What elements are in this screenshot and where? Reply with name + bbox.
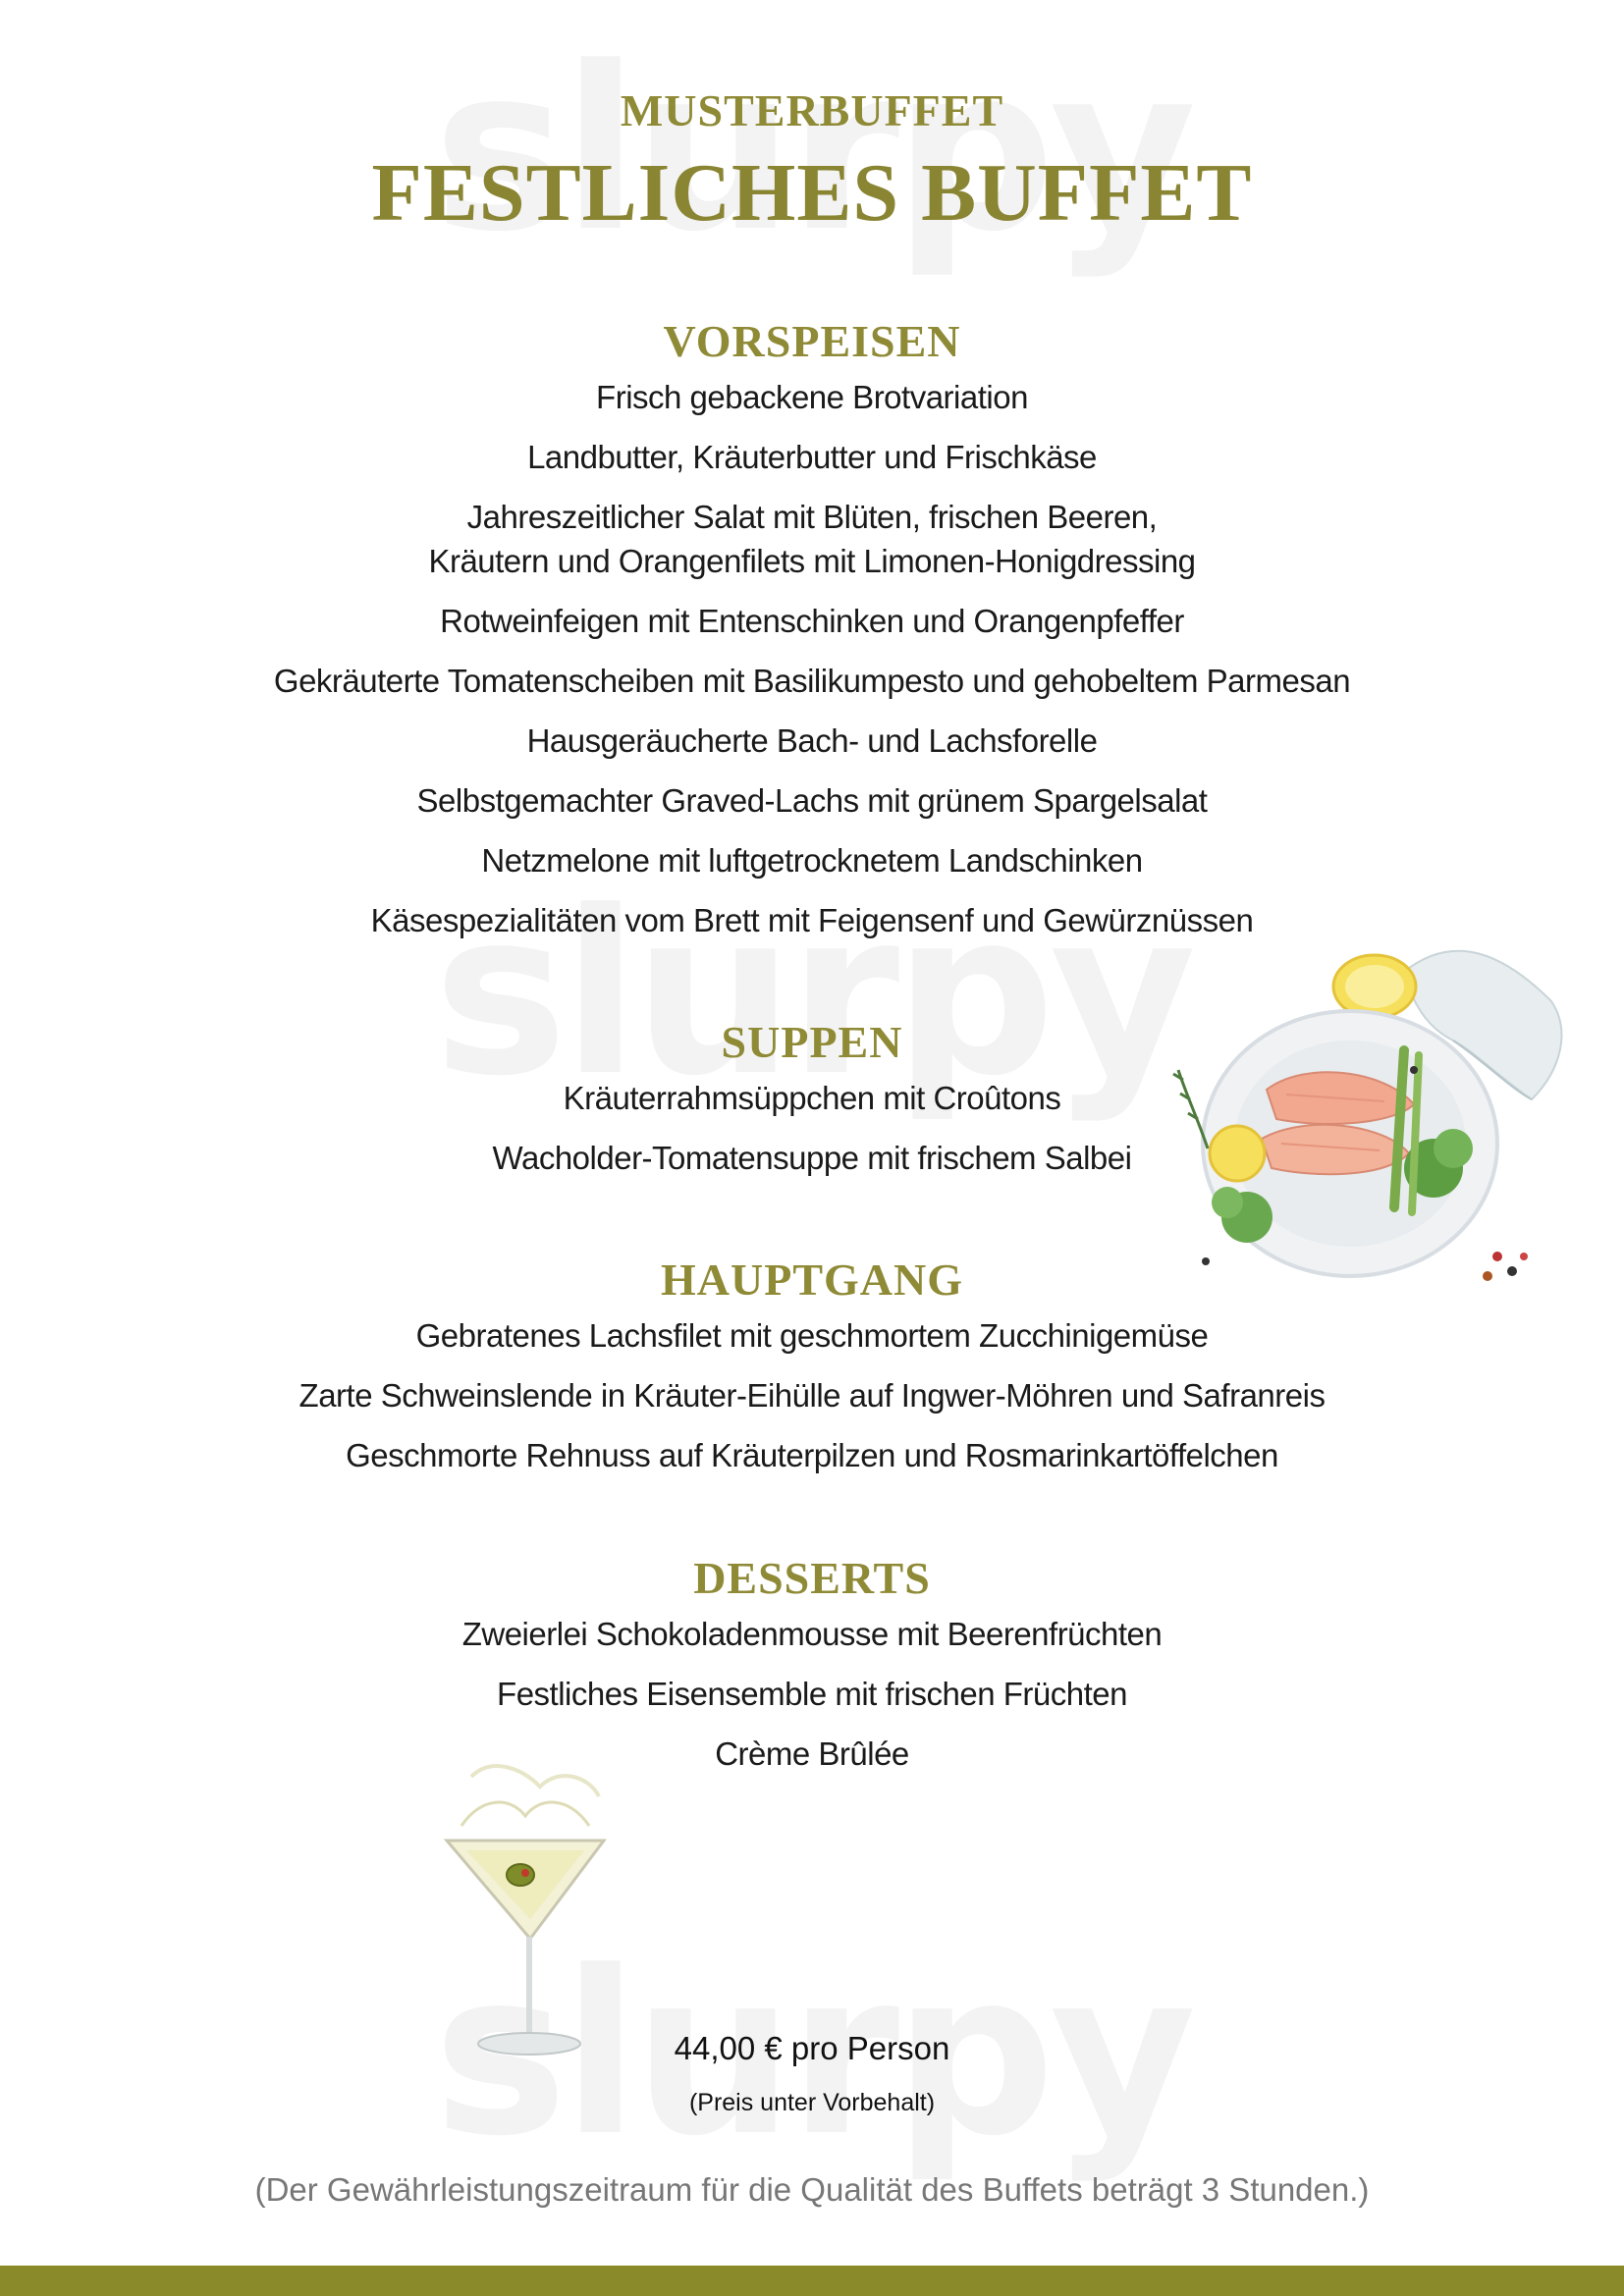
menu-eyebrow: MUSTERBUFFET: [620, 85, 1004, 135]
menu-list: [0, 1313, 1624, 1477]
menu-item: Crème Brûlée: [715, 1735, 909, 1772]
menu-title: FESTLICHES BUFFET: [371, 147, 1253, 239]
menu-item: Hausgeräucherte Bach- und Lachsforelle: [526, 722, 1098, 759]
menu-item: Festliches Eisensemble mit frischen Früchten: [497, 1676, 1127, 1712]
fish-plate-icon: [1159, 933, 1581, 1315]
menu-item: Kräuterrahmsüppchen mit Croûtons: [563, 1080, 1061, 1116]
menu-item-line: Jahreszeitlicher Salat mit Blüten, frischen Beeren,: [466, 499, 1158, 535]
menu-item: Gekräuterte Tomatenscheiben mit Basilikumpesto und gehobeltem Parmesan: [273, 663, 1351, 699]
menu-item: Käsespezialitäten vom Brett mit Feigensenf und Gewürznüssen: [370, 902, 1254, 938]
section-heading: SUPPEN: [721, 1017, 903, 1067]
menu-item: Geschmorte Rehnuss auf Kräuterpilzen und Rosmarinkartöffelchen: [346, 1437, 1278, 1473]
menu-item: Netzmelone mit luftgetrocknetem Landschinken: [481, 842, 1143, 879]
menu-list: [0, 1612, 1624, 1776]
menu-item-line: Kräutern und Orangenfilets mit Limonen-Honigdressing: [428, 543, 1196, 579]
menu-item: Rotweinfeigen mit Entenschinken und Orangenpfeffer: [440, 603, 1184, 639]
section-heading: HAUPTGANG: [661, 1255, 963, 1305]
menu-list: [0, 375, 1624, 942]
menu-item: Zweierlei Schokoladenmousse mit Beerenfrüchten: [461, 1616, 1163, 1652]
menu-item: Gebratenes Lachsfilet mit geschmortem Zucchinigemüse: [415, 1317, 1209, 1354]
menu-item: Landbutter, Kräuterbutter und Frischkäse: [527, 439, 1097, 475]
section-heading: VORSPEISEN: [663, 316, 961, 366]
price: 44,00 € pro Person: [674, 2030, 950, 2066]
menu-item: [0, 495, 1624, 583]
guarantee-note: (Der Gewährleistungszeitraum für die Qualität des Buffets beträgt 3 Stunden.): [254, 2171, 1370, 2208]
section-heading: DESSERTS: [693, 1553, 931, 1603]
price-note: (Preis unter Vorbehalt): [688, 2089, 936, 2116]
section-vorspeisen: [0, 316, 1624, 958]
footer-bar: [0, 2266, 1624, 2296]
menu-item: Zarte Schweinslende in Kräuter-Eihülle auf Ingwer-Möhren und Safranreis: [298, 1377, 1326, 1414]
menu-item: Wacholder-Tomatensuppe mit frischem Salbei: [492, 1140, 1132, 1176]
section-desserts: [0, 1553, 1624, 1791]
martini-glass-icon: [432, 1757, 619, 2071]
menu-item: Selbstgemachter Graved-Lachs mit grünem Spargelsalat: [416, 782, 1208, 819]
menu-item: Frisch gebackene Brotvariation: [596, 379, 1028, 415]
